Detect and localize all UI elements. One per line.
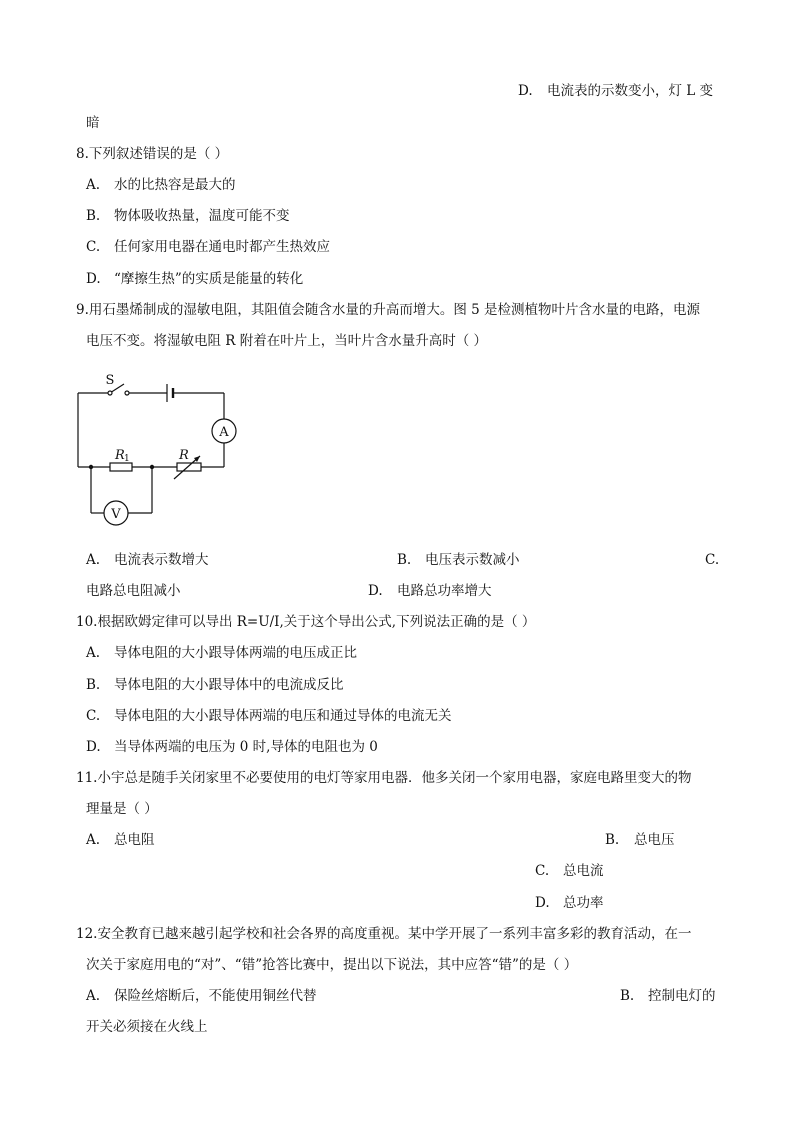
- q9-option-b-text: 电压表示数减小: [425, 552, 520, 568]
- q11-option-b-label: B.: [605, 832, 620, 848]
- q7-option-d-continuation: 暗: [86, 115, 100, 131]
- q8-option-b-text: 物体吸收热量，温度可能不变: [114, 208, 290, 224]
- q10-option-a-label: A.: [86, 645, 101, 661]
- q9-stem-line1: 9.用石墨烯制成的湿敏电阻，其阻值会随含水量的升高而增大。图 5 是检测植物叶片含水量的电路，电源: [76, 302, 701, 318]
- q12-option-b-continuation: 开关必须接在火线上: [86, 1019, 208, 1035]
- q10-option-b-text: 导体电阻的大小跟导体中的电流成反比: [114, 677, 344, 693]
- q12-stem-line2: 次关于家庭用电的“对”、“错”抢答比赛中，提出以下说法，其中应答“错”的是（ ）: [86, 957, 578, 973]
- voltmeter-label: V: [111, 507, 121, 522]
- q11-stem-line1: 11.小宇总是随手关闭家里不必要使用的电灯等家用电器．他多关闭一个家用电器，家庭电路里变大的物: [76, 770, 692, 786]
- ammeter-label: A: [219, 425, 229, 440]
- junction-dot-left: [89, 465, 93, 469]
- q8-option-b-label: B.: [86, 208, 101, 224]
- q11-option-a-text: 总电阻: [114, 832, 155, 848]
- resistor-r1: [110, 463, 132, 471]
- q8-option-a-text: 水的比热容是最大的: [114, 177, 236, 193]
- q10-option-d-text: 当导体两端的电压为 0 时,导体的电阻也为 0: [114, 739, 378, 755]
- q10-option-c-label: C.: [86, 708, 101, 724]
- r1-subscript: 1: [124, 454, 130, 464]
- q10-option-b-label: B.: [86, 677, 101, 693]
- q10-option-c-text: 导体电阻的大小跟导体两端的电压和通过导体的电流无关: [114, 708, 452, 724]
- q10-option-a-text: 导体电阻的大小跟导体两端的电压成正比: [114, 645, 357, 661]
- q8-option-a-label: A.: [86, 177, 101, 193]
- q8-stem: 8.下列叙述错误的是（ ）: [76, 146, 229, 162]
- r1-label: R: [115, 448, 125, 463]
- resistor-r: [177, 463, 201, 471]
- q12-option-b-text: 控制电灯的: [648, 988, 716, 1004]
- q9-option-c-text: 电路总电阻减小: [86, 583, 181, 599]
- q9-option-a-label: A.: [86, 552, 101, 568]
- q11-option-c-text: 总电流: [563, 863, 604, 879]
- q12-option-a-text: 保险丝熔断后，不能使用铜丝代替: [114, 988, 317, 1004]
- q9-option-a-text: 电流表示数增大: [114, 552, 209, 568]
- q8-option-c-label: C.: [86, 239, 101, 255]
- q7-option-d-label: D.: [518, 83, 533, 99]
- switch-contact: [125, 391, 129, 395]
- q12-option-b-label: B.: [620, 988, 635, 1004]
- circuit-diagram: [70, 368, 245, 528]
- q11-option-b-text: 总电压: [634, 832, 675, 848]
- q11-stem-line2: 理量是（ ）: [86, 801, 158, 817]
- q10-stem: 10.根据欧姆定律可以导出 R=U/I,关于这个导出公式,下列说法正确的是（ ）: [76, 614, 536, 630]
- q12-stem-line1: 12.安全教育已越来越引起学校和社会各界的高度重视。某中学开展了一系列丰富多彩的教育活动，在一: [76, 926, 692, 942]
- q10-option-d-label: D.: [86, 739, 101, 755]
- q9-option-d-text: 电路总功率增大: [397, 583, 492, 599]
- q7-option-d-text: 电流表的示数变小，灯 L 变: [547, 83, 714, 99]
- q9-option-b-label: B.: [397, 552, 412, 568]
- r-label: R: [179, 448, 189, 463]
- q9-option-d-label: D.: [368, 583, 383, 599]
- q8-option-d-label: D.: [86, 271, 101, 287]
- q9-stem-line2: 电压不变。将湿敏电阻 R 附着在叶片上，当叶片含水量升高时（ ）: [86, 333, 488, 349]
- q11-option-d-text: 总功率: [563, 895, 604, 911]
- q11-option-c-label: C.: [535, 863, 550, 879]
- junction-dot-right: [150, 465, 154, 469]
- q8-option-d-text: “摩擦生热”的实质是能量的转化: [114, 271, 304, 287]
- q11-option-d-label: D.: [535, 895, 550, 911]
- switch-label: S: [105, 373, 115, 388]
- q11-option-a-label: A.: [86, 832, 101, 848]
- q8-option-c-text: 任何家用电器在通电时都产生热效应: [114, 239, 330, 255]
- q9-option-c-label: C.: [705, 552, 720, 568]
- q12-option-a-label: A.: [86, 988, 101, 1004]
